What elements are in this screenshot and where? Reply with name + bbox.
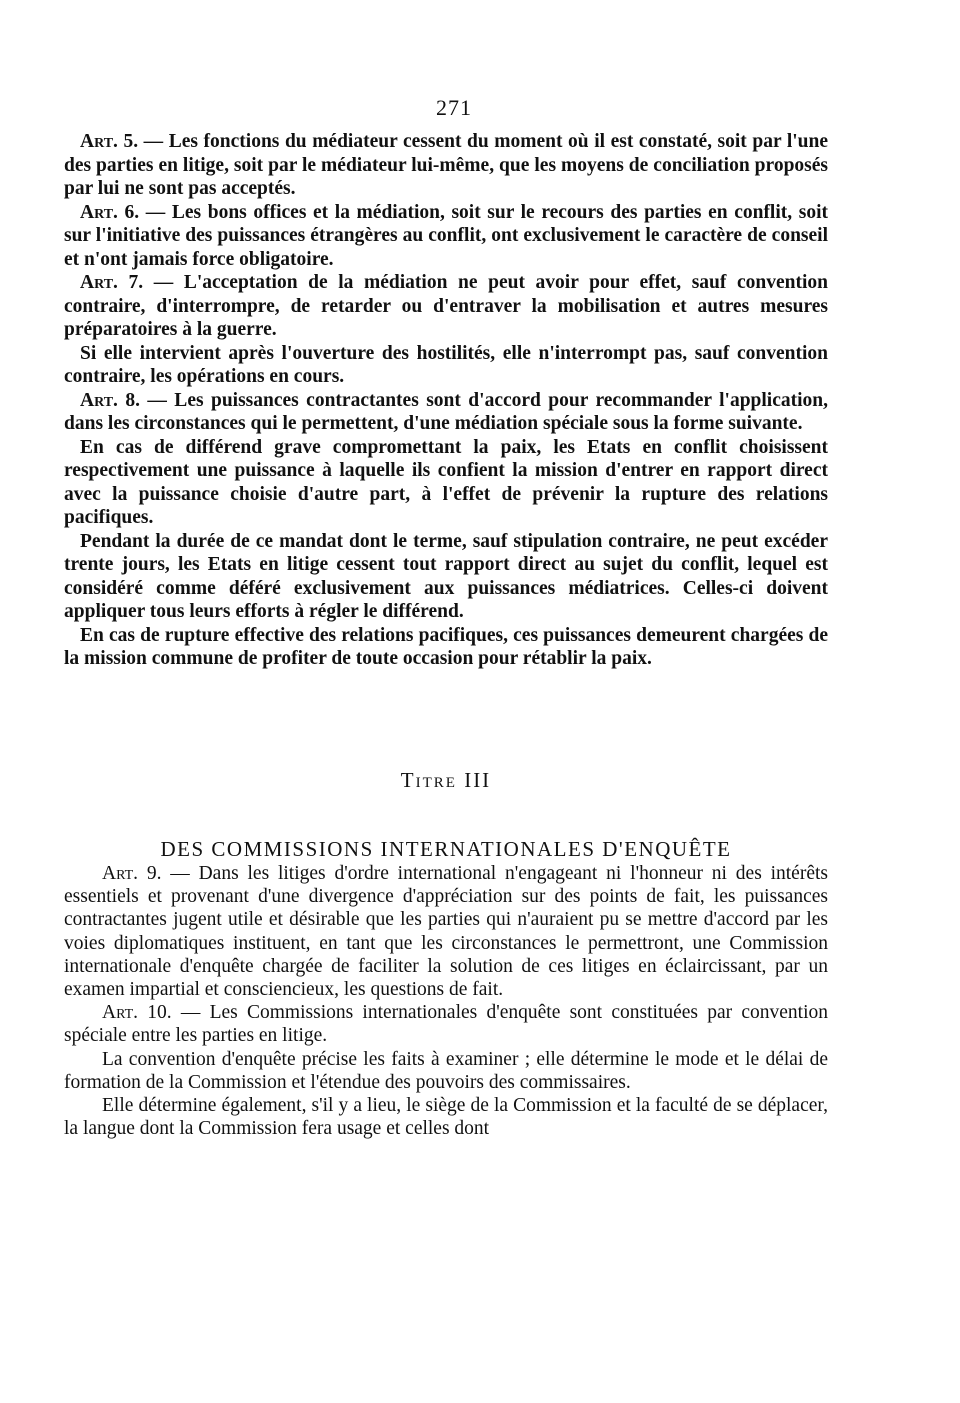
- art6-text: — Les bons offices et la médiation, soit sur le recours des parties en conflit, soit sur l'initiative des puissances étrangères au conflit, ont exclusivement le caractère de conseil et n'ont jamais force obligatoire.: [64, 201, 828, 270]
- art8-text: — Les puissances contractantes sont d'accord pour recommander l'application, dans les circonstances qui le permettent, d'une médiation spéciale sous la forme suivante.: [64, 389, 829, 434]
- art7-text: — L'acceptation de la médiation ne peut avoir pour effet, sauf convention contraire, d'interrompre, de retarder ou d'entraver la mobilisation et autres mesures préparatoires à la guerre.: [64, 272, 828, 340]
- art9-paragraph: [64, 862, 828, 1001]
- art8-paragraph-4: En cas de rupture effective des relations pacifiques, ces puissances demeurent chargées de la mission commune de profiter de toute occasion pour rétablir la paix.: [64, 624, 828, 669]
- art5-text: — Les fonctions du médiateur cessent du moment où il est constaté, soit par l'une des parties en litige, soit par le médiateur lui-même, que les moyens de conciliation proposés par lui ne sont pas acceptés.: [64, 131, 828, 199]
- art5-paragraph: [64, 130, 828, 201]
- art10-text: — Les Commissions internationales d'enquête sont constituées par convention spéciale entre les parties en litige.: [64, 1002, 829, 1047]
- art6-label: Art. 6.: [80, 201, 140, 223]
- art9-text: — Dans les litiges d'ordre international n'engageant ni l'honneur ni des intérêts essentiels et provenant d'une divergence d'appréciation sur des points de fait, les puissances contractantes jugent utile et désirable que les parties qui n'auraient pu se mettre d'accord par les voies diplomatiques instituent, en tant que les circonstances le permettront, une Commission internationale d'enquête chargée de faciliter la solution de ces litiges en éclaircissant, par un examen impartial et consciencieux, les questions de fait.: [64, 863, 828, 1001]
- art10-paragraph-3: Elle détermine également, s'il y a lieu, le siège de la Commission et la faculté de se déplacer, la langue dont la Commission fera usage et celles dont: [64, 1095, 828, 1140]
- art8-paragraph-2: En cas de différend grave compromettant la paix, les Etats en conflit choisissent respectivement une puissance à laquelle ils confient la mission d'entrer en rapport direct avec la puissance choisie d'autre part, à l'effet de prévenir la rupture des relations pacifiques.: [64, 436, 828, 528]
- art10-paragraph: [64, 1001, 828, 1047]
- art8-paragraph-3: Pendant la durée de ce mandat dont le terme, sauf stipulation contraire, ne peut excéder trente jours, les Etats en litige cessent tout rapport direct au sujet du conflit, lequel est considéré comme déféré exclusivement aux puissances médiatrices. Celles-ci doivent appliquer tous leurs efforts à régler le différend.: [64, 530, 828, 622]
- section-heading: [64, 768, 828, 862]
- art10-label: Art. 10.: [102, 1002, 172, 1024]
- art6-paragraph: [64, 201, 828, 272]
- titre-heading: Titre III: [400, 768, 492, 792]
- page-number: 271: [436, 95, 472, 120]
- section-subtitle: DES COMMISSIONS INTERNATIONALES D'ENQUÊTE: [160, 837, 732, 861]
- art7-paragraph: [64, 271, 828, 342]
- upper-text-block: [64, 130, 828, 671]
- art8-paragraph: [64, 389, 828, 436]
- art8-label: Art. 8.: [80, 389, 140, 411]
- art7-paragraph-2: Si elle intervient après l'ouverture des hostilités, elle n'interrompt pas, sauf convention contraire, les opérations en cours.: [64, 342, 828, 387]
- art5-label: Art. 5.: [80, 131, 139, 152]
- art10-paragraph-2: La convention d'enquête précise les faits à examiner ; elle détermine le mode et le délai de formation de la Commission et l'étendue des pouvoirs des commissaires.: [64, 1048, 828, 1093]
- art9-label: Art. 9.: [102, 863, 162, 884]
- lower-text-block: [64, 862, 828, 1140]
- art7-label: Art. 7.: [80, 272, 144, 293]
